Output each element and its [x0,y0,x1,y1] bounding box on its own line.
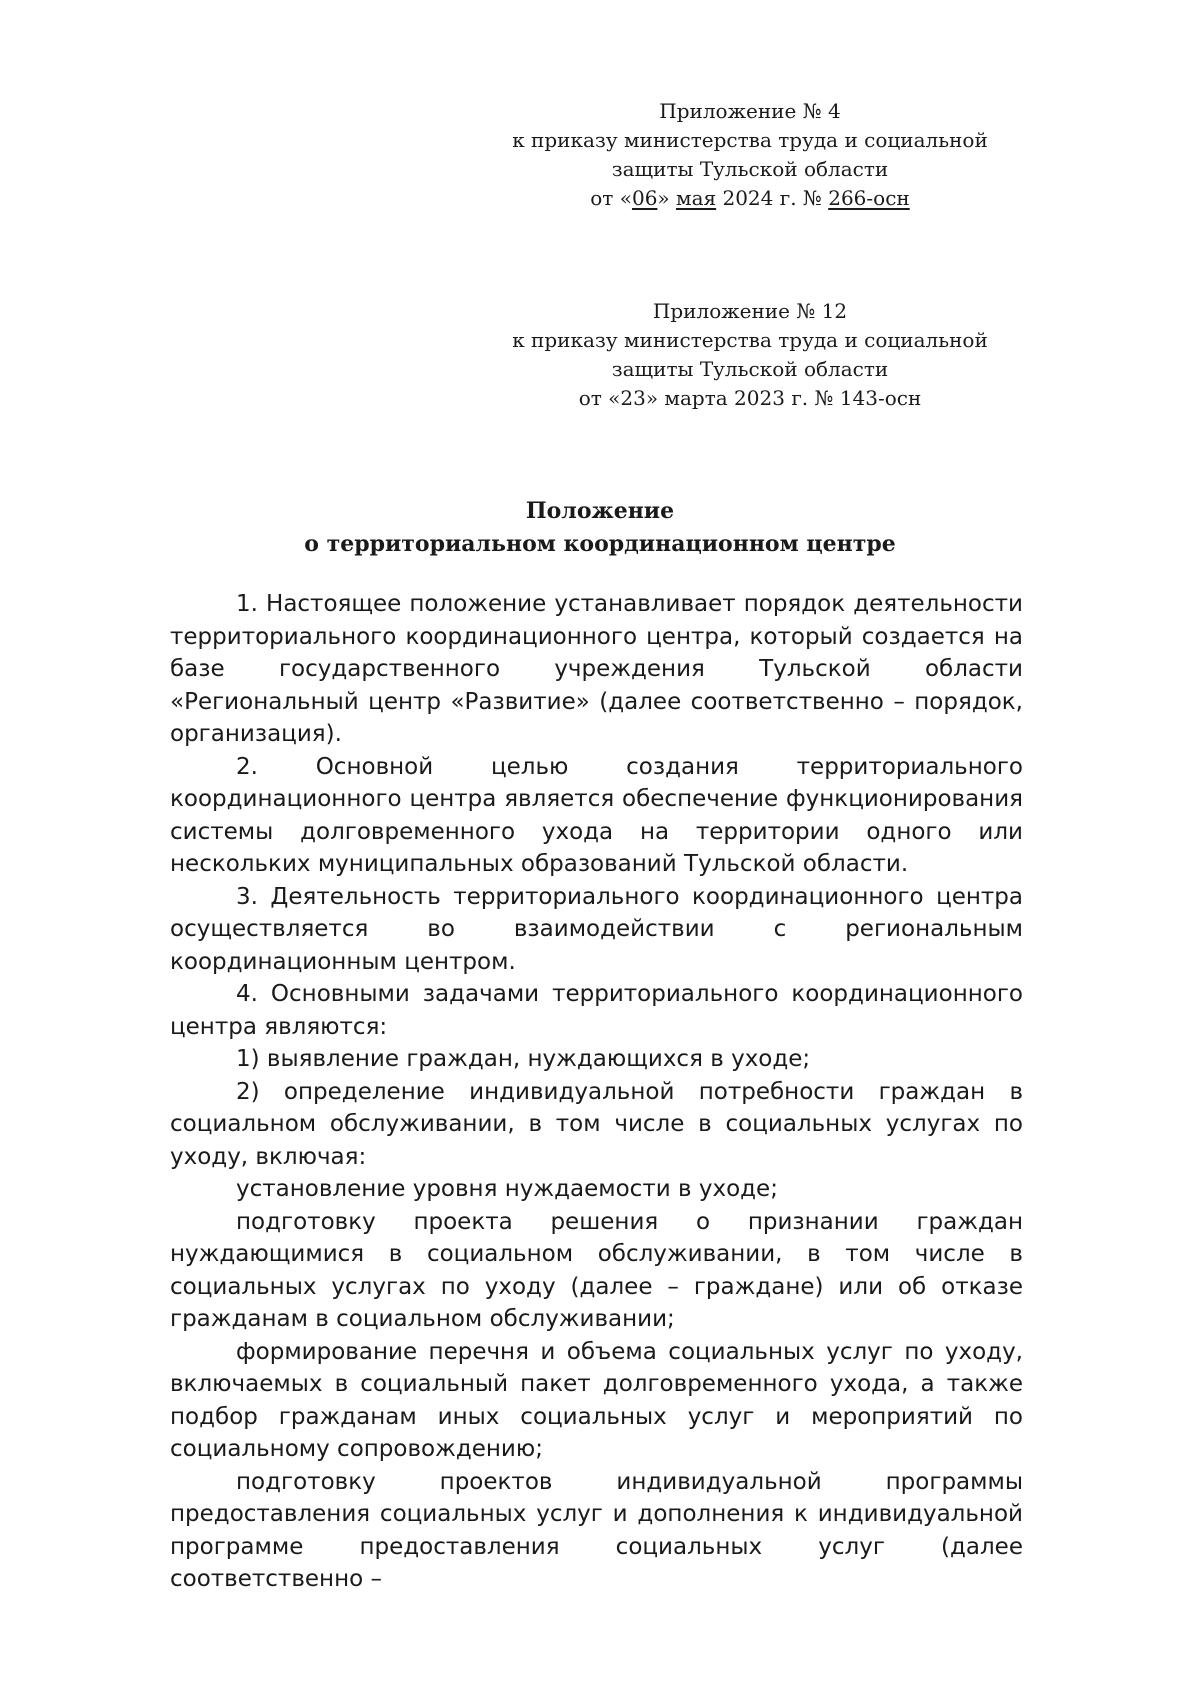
appendix-4-year: 2024 г. № [716,186,829,210]
document-title-line-2: о территориальном координационном центре [304,531,896,557]
appendix-12-region-line: защиты Тульской области [611,357,889,381]
sub-item-need-level: установление уровня нуждаемости в уходе; [236,1176,778,1202]
sub-item-service-list: формирование перечня и объема социальных услуг по уходу, включаемых в социальный пакет долговременного ухода, а также подбор гражданам иных социальных услуг и мероприятий по социальному сопровождению; [170,1338,1023,1462]
appendix-12-date-line: от «23» марта 2023 г. № 143-осн [578,386,922,410]
appendix-12-title: Приложение № 12 [652,299,848,323]
document-body [170,588,1023,1596]
document-title-line-1: Положение [525,498,675,524]
appendix-12-header [500,297,1000,413]
sub-item-decision-draft: подготовку проекта решения о признании граждан нуждающимися в социальном обслуживании, в том числе в социальных услугах по уходу (далее – граждане) или об отказе гражданам в социальном обслуживании; [170,1208,1023,1332]
appendix-12-order-line: к приказу министерства труда и социальной [512,328,988,352]
appendix-4-day: 06 [631,186,658,210]
paragraph-2: 2. Основной целью создания территориального координационного центра является обеспечение функционирования системы долговременного ухода на территории одного или нескольких муниципальных образований Тульской области. [170,753,1023,877]
appendix-4-header [500,97,1000,213]
paragraph-3: 3. Деятельность территориального координационного центра осуществляется во взаимодействии с региональным координационным центром. [170,883,1023,975]
sub-item-program-draft: подготовку проектов индивидуальной программы предоставления социальных услуг и дополнения к индивидуальной программе предоставления социальных услуг (далее соответственно – [170,1468,1023,1592]
document-title [170,495,1030,561]
appendix-4-title: Приложение № 4 [659,99,841,123]
appendix-4-day-close: » [657,186,677,210]
paragraph-4: 4. Основными задачами территориального координационного центра являются: [170,981,1023,1040]
appendix-4-date-prefix: от « [590,186,632,210]
appendix-4-order-line: к приказу министерства труда и социальной [512,128,988,152]
appendix-4-date-line [500,184,1000,213]
appendix-4-region-line: защиты Тульской области [611,157,889,181]
appendix-4-number: 266-осн [828,186,910,210]
list-item-1: 1) выявление граждан, нуждающихся в уходе; [236,1046,811,1072]
paragraph-1: 1. Настоящее положение устанавливает порядок деятельности территориального координационного центра, который создается на базе государственного учреждения Тульской области «Региональный центр «Развитие» (далее соответственно – порядок, организация). [170,591,1023,747]
list-item-2: 2) определение индивидуальной потребности граждан в социальном обслуживании, в том числе в социальных услугах по уходу, включая: [170,1078,1023,1170]
appendix-4-month: мая [676,186,717,210]
